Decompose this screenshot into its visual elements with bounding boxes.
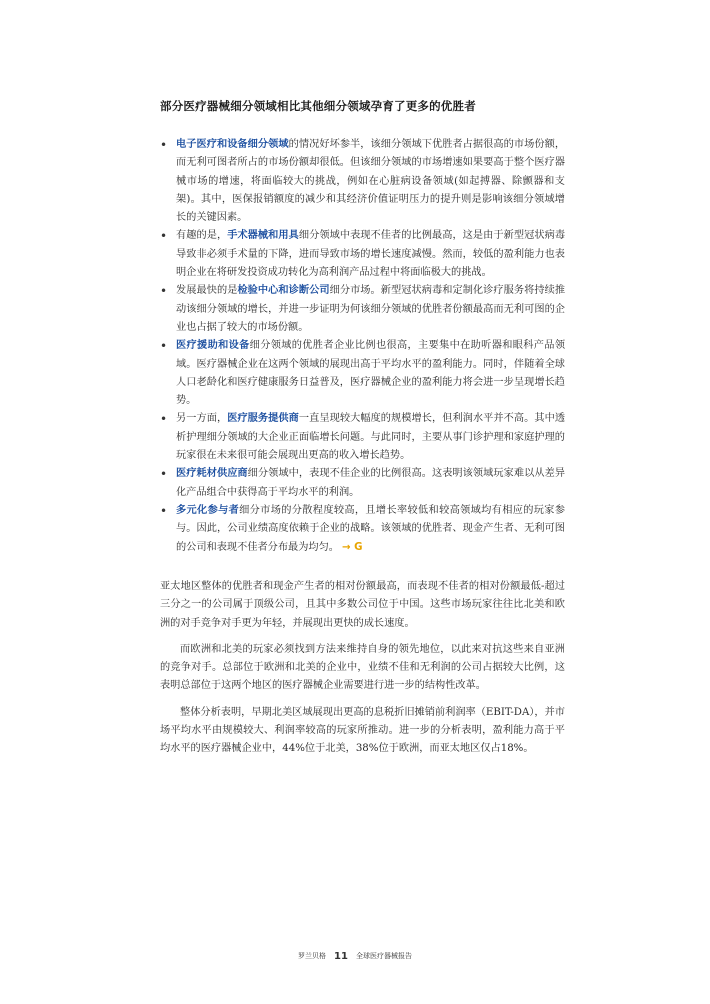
bullet-icon: •: [160, 412, 168, 427]
list-item: • 另一方面，医疗服务提供商一直呈现较大幅度的规模增长，但利润水平并不高。其中透析护理细分领域的大企业正面临增长问题。与此同时，主要从事门诊护理和家庭护理的玩家很在未来很可能会展现出更高的收入增长趋势。: [160, 412, 566, 462]
list-item: • 多元化参与者细分市场的分散程度较高，且增长率较低和较高领域均有相应的玩家参与。因此，公司业绩高度依赖于企业的战略。该领域的优胜者、现金产生者、无利可图的公司和表现不佳者分布最为均匀。 → G: [160, 503, 566, 553]
bullet-list: [160, 136, 565, 557]
footer-publisher: 罗兰贝格: [298, 952, 327, 960]
list-item: • 电子医疗和设备细分领域的情况好坏参半，该细分领域下优胜者占据很高的市场份额，而无利可图者所占的市场份额却很低。但该细分领域的市场增速如果要高于整个医疗器械市场的增速，将面临较大的挑战，例如在心脏病设备领域(如起搏器、除颤器和支架)。其中，医保报销额度的减少和其经济价值证明压力的提升则是影响该细分领域增长的关键因素。: [160, 138, 566, 224]
highlight-term: 多元化参与者: [176, 504, 240, 516]
highlight-term: 医疗服务提供商: [227, 413, 299, 425]
highlight-term: 医疗援助和设备: [176, 340, 250, 352]
bullet-icon: •: [160, 339, 168, 354]
bullet-icon: •: [160, 284, 168, 299]
paragraph: 亚太地区整体的优胜者和现金产生者的相对份额最高，而表现不佳者的相对份额最低-超过三分之一的公司属于顶级公司，且其中多数公司位于中国。这些市场玩家往往比北美和欧洲的对手竞争对手更为年轻，并展现出更快的成长速度。: [160, 581, 565, 629]
crossref-arrow-link[interactable]: → G: [342, 541, 363, 553]
paragraph: 整体分析表明，早期北美区域展现出更高的息税折旧摊销前利润率（EBIT-DA），并市场平均水平由规模较大、利润率较高的玩家所推动。进一步的分析表明，盈利能力高于平均水平的医疗器械企业中，44%位于北美，38%位于欧洲，而亚太地区仅占18%。: [160, 706, 565, 755]
bullet-icon: •: [160, 467, 168, 482]
list-item: • 医疗援助和设备细分领域的优胜者企业比例也很高，主要集中在助听器和眼科产品领域。医疗器械企业在这两个领域的展现出高于平均水平的盈利能力。同时，伴随着全球人口老龄化和医疗健康服务日益普及，医疗器械企业的盈利能力将会进一步呈现增长趋势。: [160, 339, 566, 407]
paragraph: 而欧洲和北美的玩家必须找到方法来维持自身的领先地位，以此来对抗这些来自亚洲的竞争对手。总部位于欧洲和北美的企业中，业绩不佳和无利润的公司占据较大比例，这表明总部位于这两个地区的医疗器械企业需要进行进一步的结构性改革。: [160, 643, 565, 692]
highlight-term: 医疗耗材供应商: [176, 468, 248, 480]
page-number: 11: [334, 951, 348, 962]
body-text: [160, 578, 565, 767]
highlight-term: 检验中心和诊断公司: [237, 285, 330, 297]
page-footer: [0, 951, 710, 962]
list-item: • 发展最快的是检验中心和诊断公司细分市场。新型冠状病毒和定制化诊疗服务将持续推动该细分领域的增长，并进一步证明为何该细分领域的优胜者份额最高而无利可图的企业也占据了较大的市场份额。: [160, 284, 566, 333]
list-item: • 医疗耗材供应商细分领域中，表现不佳企业的比例很高。这表明该领域玩家难以从差异化产品组合中获得高于平均水平的利润。: [160, 467, 566, 498]
bullet-icon: •: [160, 503, 168, 518]
highlight-term: 手术器械和用具: [227, 230, 299, 242]
bullet-icon: •: [160, 229, 168, 244]
list-item: • 有趣的是，手术器械和用具细分领域中表现不佳者的比例最高，这是由于新型冠状病毒导致非必须手术量的下降，进而导致市场的增长速度减慢。然而，较低的盈利能力也表明企业在将研发投资成功转化为高利润产品过程中将面临极大的挑战。: [160, 229, 566, 279]
footer-report-title: 全球医疗器械报告: [355, 952, 412, 960]
section-heading: 部分医疗器械细分领域相比其他细分领域孕育了更多的优胜者: [160, 99, 476, 113]
bullet-icon: •: [160, 138, 168, 152]
highlight-term: 电子医疗和设备细分领域: [176, 139, 289, 150]
